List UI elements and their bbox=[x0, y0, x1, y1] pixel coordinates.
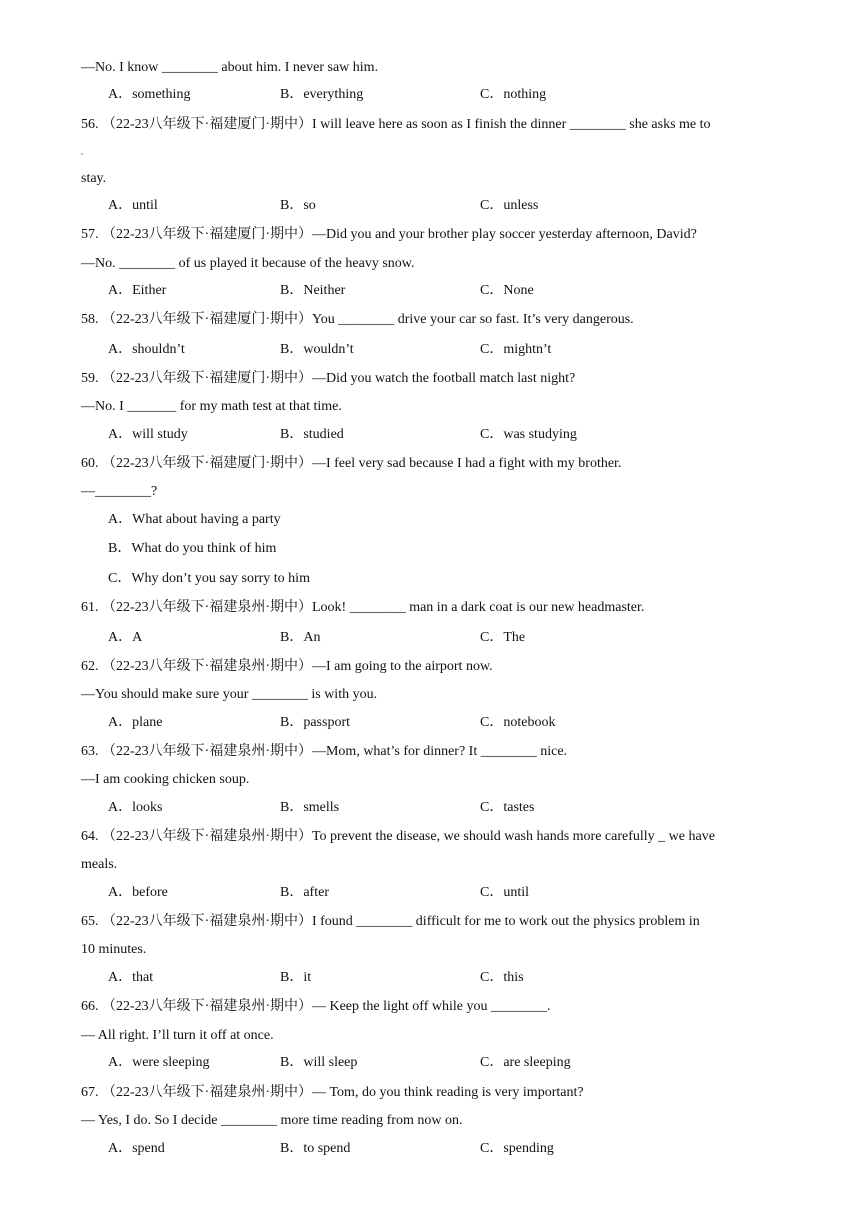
question-text: —No. I _______ for my math test at that time. bbox=[81, 399, 342, 414]
question-text: 10 minutes. bbox=[81, 942, 147, 957]
option-a: A．that bbox=[108, 970, 154, 985]
question-text: 66. （22-23八年级下·福建泉州·期中）— Keep the light off while you ________. bbox=[81, 999, 551, 1014]
question-text: 56. （22-23八年级下·福建厦门·期中）I will leave here as soon as I finish the dinner ________ she asks me to bbox=[81, 117, 711, 132]
option-a: A．were sleeping bbox=[108, 1055, 210, 1070]
option-b: B．so bbox=[280, 198, 316, 213]
option-a: A．What about having a party bbox=[108, 512, 281, 527]
option-b: B．to spend bbox=[280, 1141, 351, 1156]
question-text: 65. （22-23八年级下·福建泉州·期中）I found ________ difficult for me to work out the physics problem in bbox=[81, 914, 700, 929]
option-b: B．passport bbox=[280, 715, 350, 730]
question-text: meals. bbox=[81, 857, 118, 872]
question-text: —No. I know ________ about him. I never saw him. bbox=[81, 60, 379, 75]
option-a: A．Either bbox=[108, 283, 167, 298]
option-b: B．wouldn’t bbox=[280, 342, 354, 357]
option-a: A．plane bbox=[108, 715, 163, 730]
option-c: C．this bbox=[480, 970, 524, 985]
option-c: C．nothing bbox=[480, 87, 547, 102]
option-a: A．something bbox=[108, 87, 191, 102]
option-b: B．An bbox=[280, 630, 321, 645]
option-c: C．spending bbox=[480, 1141, 554, 1156]
option-a: A．shouldn’t bbox=[108, 342, 185, 357]
option-a: A．spend bbox=[108, 1141, 165, 1156]
question-text: 57. （22-23八年级下·福建厦门·期中）—Did you and your brother play soccer yesterday afternoon, David? bbox=[81, 227, 697, 242]
option-b: B．after bbox=[280, 885, 329, 900]
option-a: A．looks bbox=[108, 800, 163, 815]
option-c: C．The bbox=[480, 630, 526, 645]
question-text: 63. （22-23八年级下·福建泉州·期中）—Mom, what’s for dinner? It ________ nice. bbox=[81, 744, 568, 759]
question-text: stay. bbox=[81, 171, 107, 186]
question-text: — Yes, I do. So I decide ________ more time reading from now on. bbox=[81, 1113, 463, 1128]
question-text: — All right. I’ll turn it off at once. bbox=[81, 1028, 274, 1043]
option-a: A．will study bbox=[108, 427, 188, 442]
option-c: C．was studying bbox=[480, 427, 577, 442]
question-text: —You should make sure your ________ is with you. bbox=[81, 687, 378, 702]
question-text: 61. （22-23八年级下·福建泉州·期中）Look! ________ man in a dark coat is our new headmaster. bbox=[81, 600, 645, 615]
question-text: 58. （22-23八年级下·福建厦门·期中）You ________ drive your car so fast. It’s very dangerous. bbox=[81, 312, 634, 327]
option-b: B．Neither bbox=[280, 283, 346, 298]
question-text: 67. （22-23八年级下·福建泉州·期中）— Tom, do you think reading is very important? bbox=[81, 1085, 584, 1100]
option-c: C．Why don’t you say sorry to him bbox=[108, 571, 310, 586]
option-b: B．What do you think of him bbox=[108, 541, 277, 556]
option-c: C．unless bbox=[480, 198, 539, 213]
option-c: C．mightn’t bbox=[480, 342, 552, 357]
option-a: A．A bbox=[108, 630, 143, 645]
option-c: C．None bbox=[480, 283, 534, 298]
option-b: B．smells bbox=[280, 800, 340, 815]
question-text: —I am cooking chicken soup. bbox=[81, 772, 250, 787]
option-a: A．before bbox=[108, 885, 168, 900]
option-c: C．are sleeping bbox=[480, 1055, 571, 1070]
question-text: 62. （22-23八年级下·福建泉州·期中）—I am going to the airport now. bbox=[81, 659, 493, 674]
question-text: 60. （22-23八年级下·福建厦门·期中）—I feel very sad because I had a fight with my brother. bbox=[81, 456, 622, 471]
question-text: —No. ________ of us played it because of the heavy snow. bbox=[81, 256, 415, 271]
option-b: B．studied bbox=[280, 427, 344, 442]
option-c: C．tastes bbox=[480, 800, 535, 815]
option-b: B．everything bbox=[280, 87, 364, 102]
question-text: 59. （22-23八年级下·福建厦门·期中）—Did you watch the football match last night? bbox=[81, 371, 576, 386]
option-b: B．it bbox=[280, 970, 312, 985]
question-text: 64. （22-23八年级下·福建泉州·期中）To prevent the disease, we should wash hands more carefully _ we have bbox=[81, 829, 715, 844]
option-c: C．until bbox=[480, 885, 530, 900]
question-text: —________? bbox=[81, 484, 158, 499]
option-a: A．until bbox=[108, 198, 158, 213]
option-b: B．will sleep bbox=[280, 1055, 358, 1070]
option-c: C．notebook bbox=[480, 715, 556, 730]
stray-mark bbox=[81, 153, 83, 155]
